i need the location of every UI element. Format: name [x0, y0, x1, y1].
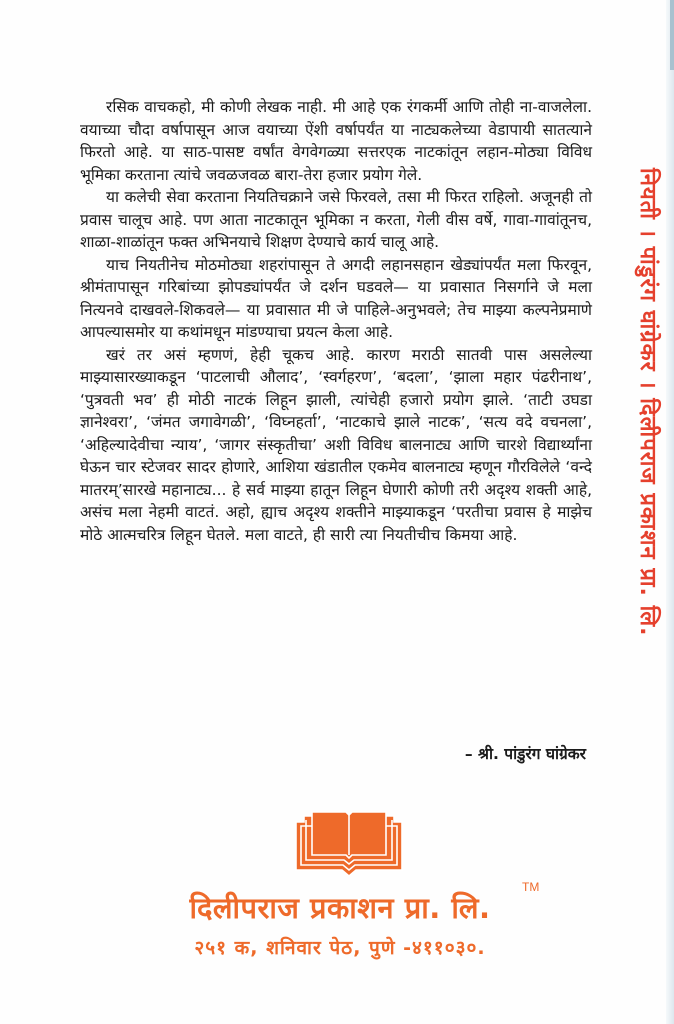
trademark-mark: TM	[522, 880, 540, 894]
publisher-address: २५१ क, शनिवार पेठ, पुणे -४११०३०.	[194, 937, 486, 959]
spine-edge-shade	[670, 0, 674, 70]
preface-text	[80, 96, 592, 546]
paragraph-2: या कलेची सेवा करताना नियतिचक्राने जसे फिरवले, तसा मी फिरत राहिलो. अजूनही तो प्रवास चालूच आहे. पण आता नाटकातून भूमिका न करता, गेली वीस वर्षे, गावा-गावांतूनच, शाळा-शाळांतून फक्त अभिनयाचे शिक्षण देण्याचे कार्य चालू आहे.	[80, 188, 592, 251]
open-book-stack-icon	[290, 808, 408, 878]
book-spine-edge	[666, 0, 674, 1024]
publisher-name: दिलीपराज प्रकाशन प्रा. लि.	[189, 891, 491, 925]
spine-title-text: नियती । पांडुरंग घांग्रेकर । दिलीपराज प्रकाशन प्रा. लि.	[635, 168, 660, 637]
paragraph-4: खरं तर असं म्हणणं, हेही चूकच आहे. कारण मराठी सातवी पास असलेल्या माझ्यासारख्याकडून ‘पाटलाची औलाद’, ‘स्वर्गहरण’, ‘बदला’, ‘झाला महार पंढरीनाथ’, ‘पुत्रवती भव’ ही मोठी नाटकं लिहून झाली, त्यांचेही हजारो प्रयोग झाले. ‘ताटी उघडा ज्ञानेश्वरा’, ‘जंमत जगावेगळी’, ‘विघ्नहर्ता’, ‘नाटकाचे झाले नाटक’, ‘सत्य वदे वचनला’, ‘अहिल्यादेवीचा न्याय’, ‘जागर संस्कृतीचा’ अशी विविध बालनाट्य आणि चारशे विद्यार्थ्यांना घेऊन चार स्टेजवर सादर होणारे, आशिया खंडातील एकमेव बालनाट्य म्हणून गौरविलेले ‘वन्दे मातरम्’सारखे महानाट्य... हे सर्व माझ्या हातून लिहून घेणारी कोणी तरी अदृश्य शक्ती आहे, असंच मला नेहमी वाटतं. अहो, ह्याच अदृश्य शक्तीने माझ्याकडून ‘परतीचा प्रवास हे माझेच मोठे आत्मचरित्र लिहून घेतले. मला वाटते, ही सारी त्या नियतीचीच किमया आहे.	[80, 345, 592, 544]
author-signature: – श्री. पांडुरंग घांग्रेकर	[464, 745, 586, 763]
paragraph-3: याच नियतीनेच मोठमोठ्या शहरांपासून ते अगदी लहानसहान खेड्यांपर्यंत मला फिरवून, श्रीमंतापासून गरिबांच्या झोपड्यांपर्यंत जे दर्शन घडवले— या प्रवासात निसर्गाने जे मला नित्यनवे दाखवले-शिकवले— या प्रवासात मी जे पाहिले-अनुभवले; तेच माझ्या कल्पनेप्रमाणे आपल्यासमोर या कथांमधून मांडण्याचा प्रयत्न केला आहे.	[80, 255, 592, 341]
paragraph-1: रसिक वाचकहो, मी कोणी लेखक नाही. मी आहे एक रंगकर्मी आणि तोही ना-वाजलेला. वयाच्या चौदा वर्षापासून आज वयाच्या ऐंशी वर्षापर्यंत या नाट्यकलेच्या वेडापायी सातत्याने फिरतो आहे. या साठ-पासष्ट वर्षांत वेगवेगळ्या सत्तरएक नाटकांतून लहान-मोठ्या विविध भूमिका करताना त्यांचे जवळजवळ बारा-तेरा हजार प्रयोग गेले.	[80, 98, 592, 184]
